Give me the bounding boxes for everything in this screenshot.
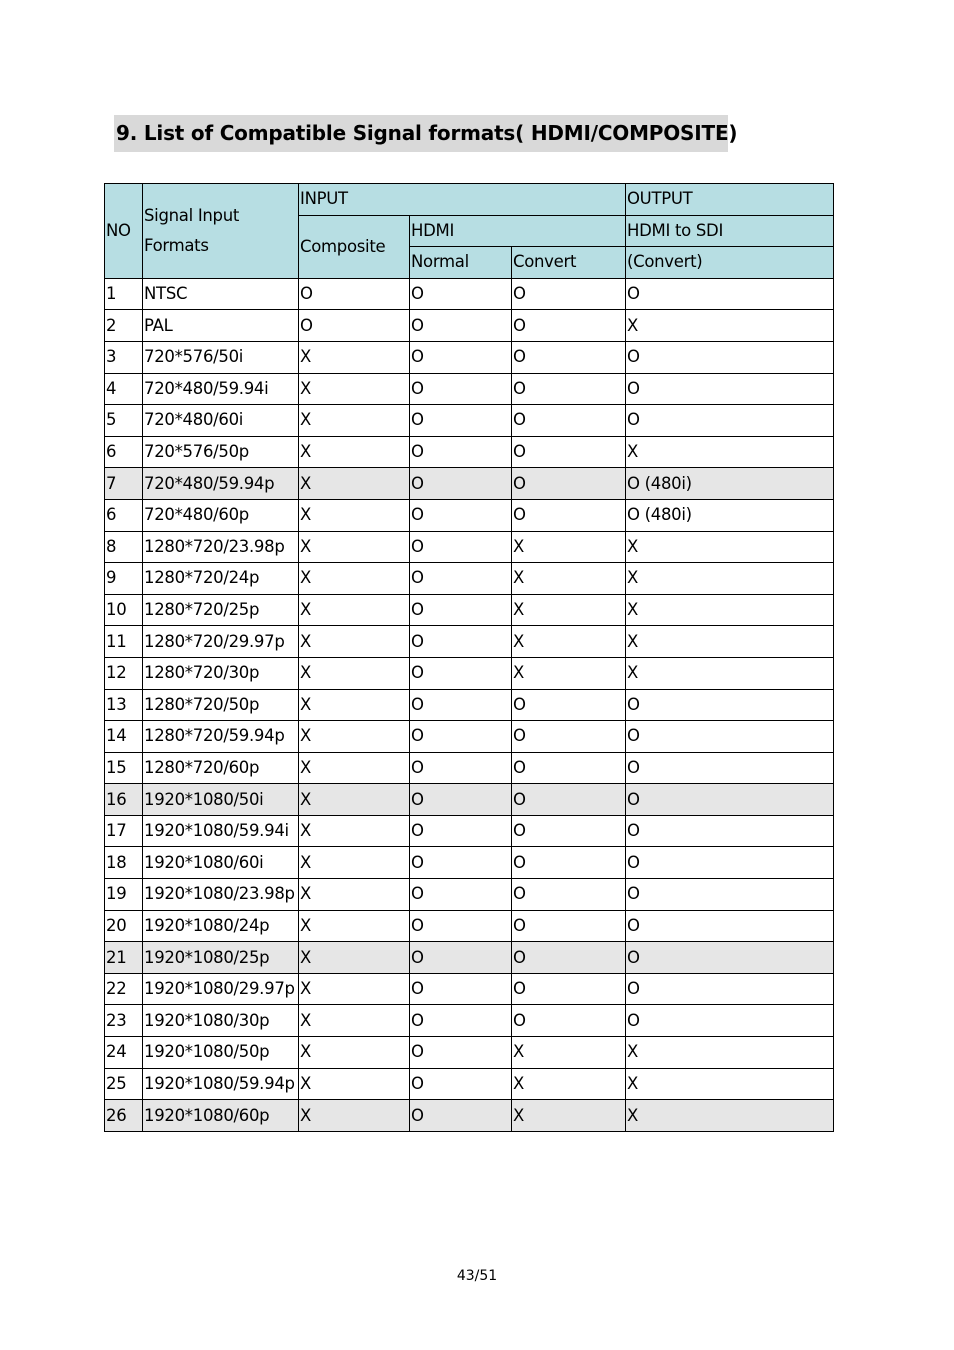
cell-format: 1920*1080/50p xyxy=(143,1037,299,1069)
cell-hdmi-normal: O xyxy=(410,910,512,942)
cell-format: 1920*1080/25p xyxy=(143,942,299,974)
signal-format-table xyxy=(104,183,834,1132)
cell-composite: X xyxy=(299,1100,410,1132)
cell-hdmi-convert: O xyxy=(512,468,626,500)
cell-format: 720*576/50p xyxy=(143,436,299,468)
cell-format: 1280*720/59.94p xyxy=(143,721,299,753)
cell-composite: X xyxy=(299,657,410,689)
cell-composite: X xyxy=(299,973,410,1005)
cell-composite: X xyxy=(299,341,410,373)
cell-hdmi-convert: O xyxy=(512,942,626,974)
cell-hdmi-normal: O xyxy=(410,879,512,911)
table-row xyxy=(105,310,834,342)
cell-no: 11 xyxy=(105,626,143,658)
cell-hdmi-convert: O xyxy=(512,689,626,721)
cell-format: 720*480/60i xyxy=(143,405,299,437)
table-row xyxy=(105,815,834,847)
cell-hdmi-normal: O xyxy=(410,468,512,500)
cell-hdmi-convert: O xyxy=(512,879,626,911)
cell-hdmi-convert: O xyxy=(512,405,626,437)
cell-hdmi-normal: O xyxy=(410,310,512,342)
cell-composite: X xyxy=(299,752,410,784)
cell-hdmi-normal: O xyxy=(410,815,512,847)
cell-hdmi-convert: X xyxy=(512,626,626,658)
cell-hdmi-normal: O xyxy=(410,531,512,563)
table-row xyxy=(105,657,834,689)
table-row xyxy=(105,278,834,310)
cell-output: X xyxy=(626,310,834,342)
cell-no: 1 xyxy=(105,278,143,310)
header-hdmi: HDMI xyxy=(410,215,626,247)
cell-no: 26 xyxy=(105,1100,143,1132)
table-row xyxy=(105,752,834,784)
cell-hdmi-convert: O xyxy=(512,310,626,342)
cell-no: 4 xyxy=(105,373,143,405)
cell-composite: X xyxy=(299,405,410,437)
cell-hdmi-convert: O xyxy=(512,784,626,816)
cell-format: NTSC xyxy=(143,278,299,310)
table-row xyxy=(105,531,834,563)
cell-format: 720*480/59.94p xyxy=(143,468,299,500)
cell-composite: X xyxy=(299,436,410,468)
cell-output: O xyxy=(626,942,834,974)
cell-output: O xyxy=(626,847,834,879)
header-signal-input-formats xyxy=(143,184,299,279)
cell-hdmi-normal: O xyxy=(410,847,512,879)
cell-composite: X xyxy=(299,373,410,405)
cell-composite: X xyxy=(299,1037,410,1069)
cell-composite: X xyxy=(299,942,410,974)
cell-output: O xyxy=(626,879,834,911)
cell-output: O xyxy=(626,373,834,405)
cell-hdmi-convert: X xyxy=(512,1100,626,1132)
table-row xyxy=(105,594,834,626)
cell-hdmi-convert: X xyxy=(512,531,626,563)
cell-no: 10 xyxy=(105,594,143,626)
cell-composite: X xyxy=(299,815,410,847)
header-convert: Convert xyxy=(512,247,626,279)
cell-output: O (480i) xyxy=(626,499,834,531)
cell-hdmi-convert: O xyxy=(512,752,626,784)
cell-output: X xyxy=(626,594,834,626)
cell-no: 14 xyxy=(105,721,143,753)
cell-no: 2 xyxy=(105,310,143,342)
table-row xyxy=(105,847,834,879)
cell-no: 13 xyxy=(105,689,143,721)
cell-no: 24 xyxy=(105,1037,143,1069)
cell-hdmi-normal: O xyxy=(410,405,512,437)
cell-output: X xyxy=(626,436,834,468)
cell-format: 1280*720/29.97p xyxy=(143,626,299,658)
cell-no: 12 xyxy=(105,657,143,689)
cell-output: O xyxy=(626,815,834,847)
cell-composite: X xyxy=(299,531,410,563)
cell-output: O xyxy=(626,341,834,373)
cell-hdmi-convert: O xyxy=(512,815,626,847)
cell-composite: X xyxy=(299,626,410,658)
cell-output: O xyxy=(626,405,834,437)
cell-output: X xyxy=(626,626,834,658)
header-composite: Composite xyxy=(299,215,410,278)
table-row xyxy=(105,879,834,911)
cell-format: 1920*1080/24p xyxy=(143,910,299,942)
cell-hdmi-normal: O xyxy=(410,973,512,1005)
header-output: OUTPUT xyxy=(626,184,834,216)
cell-output: O xyxy=(626,752,834,784)
cell-format: 720*480/60p xyxy=(143,499,299,531)
cell-no: 17 xyxy=(105,815,143,847)
cell-hdmi-normal: O xyxy=(410,1005,512,1037)
cell-output: X xyxy=(626,1100,834,1132)
cell-composite: X xyxy=(299,689,410,721)
cell-output: X xyxy=(626,657,834,689)
cell-format: 1280*720/25p xyxy=(143,594,299,626)
cell-no: 15 xyxy=(105,752,143,784)
cell-no: 21 xyxy=(105,942,143,974)
cell-hdmi-normal: O xyxy=(410,341,512,373)
header-convert-paren: (Convert) xyxy=(626,247,834,279)
cell-hdmi-normal: O xyxy=(410,752,512,784)
cell-format: 1920*1080/50i xyxy=(143,784,299,816)
header-hdmi-to-sdi: HDMI to SDI xyxy=(626,215,834,247)
header-normal: Normal xyxy=(410,247,512,279)
cell-no: 23 xyxy=(105,1005,143,1037)
cell-format: 1280*720/30p xyxy=(143,657,299,689)
cell-composite: X xyxy=(299,468,410,500)
cell-composite: O xyxy=(299,310,410,342)
cell-format: 1920*1080/60p xyxy=(143,1100,299,1132)
cell-output: O xyxy=(626,278,834,310)
cell-composite: X xyxy=(299,563,410,595)
cell-output: X xyxy=(626,1068,834,1100)
cell-no: 18 xyxy=(105,847,143,879)
cell-format: 1920*1080/30p xyxy=(143,1005,299,1037)
cell-hdmi-convert: X xyxy=(512,1068,626,1100)
cell-hdmi-normal: O xyxy=(410,1068,512,1100)
cell-composite: X xyxy=(299,910,410,942)
cell-format: 1920*1080/59.94i xyxy=(143,815,299,847)
cell-composite: O xyxy=(299,278,410,310)
cell-hdmi-convert: O xyxy=(512,341,626,373)
cell-hdmi-normal: O xyxy=(410,563,512,595)
cell-no: 16 xyxy=(105,784,143,816)
cell-no: 8 xyxy=(105,531,143,563)
page-number: 43/51 xyxy=(456,1268,498,1284)
cell-hdmi-normal: O xyxy=(410,1037,512,1069)
cell-hdmi-normal: O xyxy=(410,721,512,753)
table-row xyxy=(105,1005,834,1037)
cell-format: 720*480/59.94i xyxy=(143,373,299,405)
cell-no: 5 xyxy=(105,405,143,437)
cell-no: 6 xyxy=(105,436,143,468)
table-row xyxy=(105,1100,834,1132)
cell-hdmi-normal: O xyxy=(410,1100,512,1132)
cell-composite: X xyxy=(299,847,410,879)
table-row xyxy=(105,563,834,595)
cell-hdmi-normal: O xyxy=(410,689,512,721)
table-row xyxy=(105,721,834,753)
cell-no: 20 xyxy=(105,910,143,942)
cell-output: O xyxy=(626,973,834,1005)
cell-hdmi-normal: O xyxy=(410,278,512,310)
table-row xyxy=(105,626,834,658)
table-row xyxy=(105,373,834,405)
cell-format: 1280*720/50p xyxy=(143,689,299,721)
header-input: INPUT xyxy=(299,184,626,216)
cell-output: X xyxy=(626,1037,834,1069)
table-row xyxy=(105,973,834,1005)
cell-format: 720*576/50i xyxy=(143,341,299,373)
cell-format: 1280*720/24p xyxy=(143,563,299,595)
header-row-1 xyxy=(105,184,834,216)
header-formats: Formats xyxy=(144,235,209,255)
table-row xyxy=(105,1068,834,1100)
cell-composite: X xyxy=(299,721,410,753)
cell-output: O xyxy=(626,784,834,816)
cell-composite: X xyxy=(299,879,410,911)
cell-hdmi-convert: X xyxy=(512,657,626,689)
cell-format: 1280*720/60p xyxy=(143,752,299,784)
cell-no: 19 xyxy=(105,879,143,911)
cell-no: 9 xyxy=(105,563,143,595)
cell-hdmi-convert: X xyxy=(512,563,626,595)
cell-output: O xyxy=(626,721,834,753)
header-signal-input: Signal Input xyxy=(144,205,240,225)
cell-hdmi-convert: X xyxy=(512,1037,626,1069)
table-row xyxy=(105,499,834,531)
table-row xyxy=(105,468,834,500)
cell-hdmi-convert: O xyxy=(512,1005,626,1037)
table-row xyxy=(105,341,834,373)
table-row xyxy=(105,1037,834,1069)
cell-no: 6 xyxy=(105,499,143,531)
cell-no: 22 xyxy=(105,973,143,1005)
cell-hdmi-convert: O xyxy=(512,721,626,753)
cell-hdmi-convert: O xyxy=(512,373,626,405)
cell-no: 3 xyxy=(105,341,143,373)
cell-output: O xyxy=(626,689,834,721)
cell-format: 1920*1080/60i xyxy=(143,847,299,879)
cell-hdmi-normal: O xyxy=(410,436,512,468)
cell-output: X xyxy=(626,563,834,595)
cell-no: 25 xyxy=(105,1068,143,1100)
cell-composite: X xyxy=(299,1068,410,1100)
cell-composite: X xyxy=(299,784,410,816)
table-row xyxy=(105,405,834,437)
cell-hdmi-convert: X xyxy=(512,594,626,626)
cell-format: 1280*720/23.98p xyxy=(143,531,299,563)
cell-hdmi-normal: O xyxy=(410,373,512,405)
table-row xyxy=(105,784,834,816)
cell-output: X xyxy=(626,531,834,563)
cell-composite: X xyxy=(299,1005,410,1037)
cell-hdmi-convert: O xyxy=(512,910,626,942)
cell-no: 7 xyxy=(105,468,143,500)
cell-hdmi-convert: O xyxy=(512,499,626,531)
cell-hdmi-convert: O xyxy=(512,278,626,310)
cell-format: 1920*1080/59.94p xyxy=(143,1068,299,1100)
cell-hdmi-normal: O xyxy=(410,594,512,626)
cell-format: 1920*1080/29.97p xyxy=(143,973,299,1005)
table-row xyxy=(105,910,834,942)
cell-hdmi-normal: O xyxy=(410,784,512,816)
cell-output: O xyxy=(626,910,834,942)
cell-hdmi-normal: O xyxy=(410,942,512,974)
table-row xyxy=(105,942,834,974)
table-row xyxy=(105,689,834,721)
cell-composite: X xyxy=(299,594,410,626)
header-no: NO xyxy=(105,184,143,279)
cell-hdmi-convert: O xyxy=(512,436,626,468)
cell-composite: X xyxy=(299,499,410,531)
cell-output: O (480i) xyxy=(626,468,834,500)
table-row xyxy=(105,436,834,468)
cell-hdmi-normal: O xyxy=(410,626,512,658)
cell-hdmi-normal: O xyxy=(410,499,512,531)
cell-hdmi-normal: O xyxy=(410,657,512,689)
cell-hdmi-convert: O xyxy=(512,847,626,879)
cell-format: 1920*1080/23.98p xyxy=(143,879,299,911)
section-title: 9. List of Compatible Signal formats( HDMI/COMPOSITE) xyxy=(114,115,728,152)
cell-output: O xyxy=(626,1005,834,1037)
cell-format: PAL xyxy=(143,310,299,342)
cell-hdmi-convert: O xyxy=(512,973,626,1005)
